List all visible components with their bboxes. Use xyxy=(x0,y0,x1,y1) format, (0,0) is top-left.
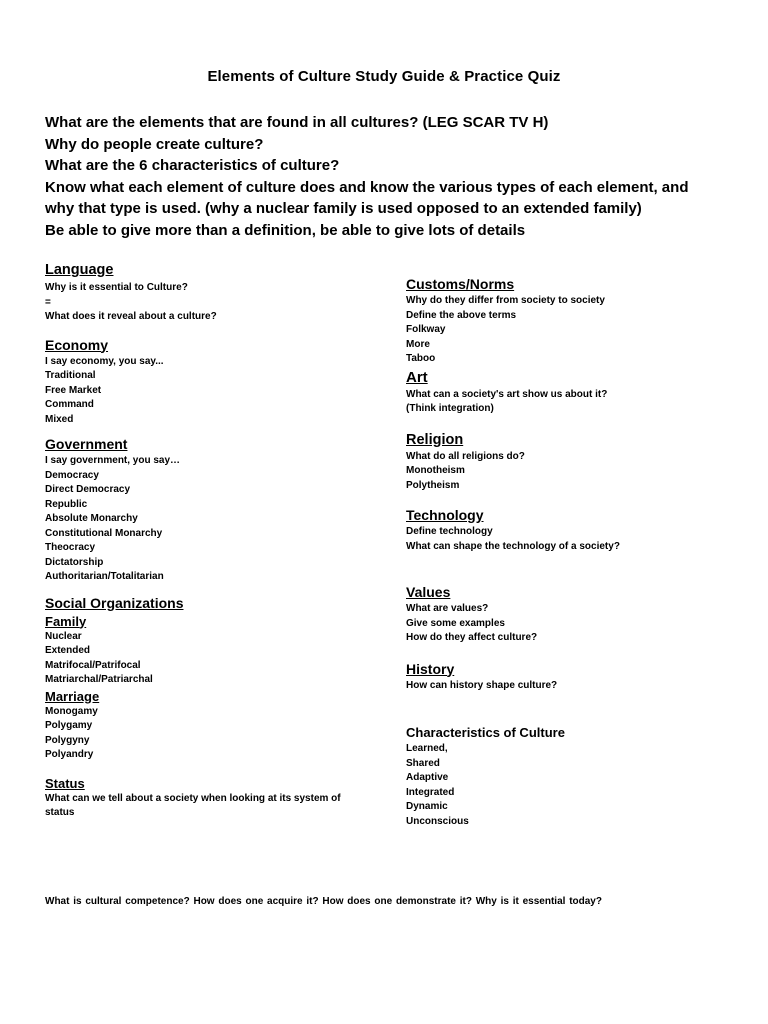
section-line: Shared xyxy=(406,757,440,769)
section-heading: Values xyxy=(406,584,451,600)
footer-question: What is cultural competence? How does one acquire it? How does one demonstrate it? Why is it essential today? xyxy=(45,896,602,907)
intro-line: Know what each element of culture does and know the various types of each element, and xyxy=(45,178,689,196)
section-customs-norms xyxy=(406,276,756,367)
section-religion xyxy=(406,432,756,494)
section-line: Matrifocal/Patrifocal xyxy=(45,659,141,671)
intro-questions xyxy=(45,112,735,241)
section-line: Traditional xyxy=(45,370,96,381)
section-line: Define the above terms xyxy=(406,309,517,321)
section-line: Unconscious xyxy=(406,815,469,827)
left-column xyxy=(45,262,395,821)
section-line: Republic xyxy=(45,498,88,510)
right-column xyxy=(406,276,756,829)
section-line: Polygyny xyxy=(45,734,90,746)
section-line: What can shape the technology of a society? xyxy=(406,540,620,552)
section-line: Absolute Monarchy xyxy=(45,513,138,524)
section-line: (Think integration) xyxy=(406,403,494,414)
section-line: Taboo xyxy=(406,353,436,364)
section-heading: Characteristics of Culture xyxy=(406,725,565,740)
section-social-organizations xyxy=(45,595,395,763)
intro-line: What are the 6 characteristics of culture? xyxy=(45,157,340,174)
section-line: Adaptive xyxy=(406,772,449,783)
intro-line: Why do people create culture? xyxy=(45,135,264,153)
section-heading: Government xyxy=(45,436,128,452)
section-history xyxy=(406,661,756,694)
section-line: Dictatorship xyxy=(45,556,104,568)
section-line: What are values? xyxy=(406,603,489,614)
section-line: How can history shape culture? xyxy=(406,679,558,691)
section-line: Nuclear xyxy=(45,630,82,642)
section-line: More xyxy=(406,338,430,350)
section-line: Authoritarian/Totalitarian xyxy=(45,571,164,582)
section-line: status xyxy=(45,807,75,818)
section-heading: History xyxy=(406,660,455,677)
subsection-heading: Family xyxy=(45,613,87,629)
section-line: What can a society's art show us about it? xyxy=(406,388,608,400)
section-line: Theocracy xyxy=(45,542,96,553)
section-government xyxy=(45,436,395,585)
section-line: Learned, xyxy=(406,743,448,754)
section-line: I say government, you say… xyxy=(45,455,181,466)
section-status xyxy=(45,775,395,821)
intro-line: Be able to give more than a definition, be able to give lots of details xyxy=(45,221,526,239)
section-heading: Social Organizations xyxy=(45,594,184,611)
section-characteristics xyxy=(406,724,756,829)
section-heading: Status xyxy=(45,775,85,791)
intro-line: What are the elements that are found in all cultures? (LEG SCAR TV H) xyxy=(45,114,549,131)
section-heading: Religion xyxy=(406,431,464,448)
section-line: Constitutional Monarchy xyxy=(45,527,163,539)
section-art xyxy=(406,369,756,417)
section-heading: Economy xyxy=(45,336,109,353)
intro-line: why that type is used. (why a nuclear family is used opposed to an extended family) xyxy=(45,200,642,217)
section-line: Why do they differ from society to society xyxy=(406,295,605,306)
section-line: = xyxy=(45,296,51,308)
section-line: Folkway xyxy=(406,324,446,335)
subsection-heading: Marriage xyxy=(45,688,100,704)
section-line: Extended xyxy=(45,645,91,656)
section-line: Direct Democracy xyxy=(45,484,131,495)
section-technology xyxy=(406,507,756,554)
section-line: Give some examples xyxy=(406,617,505,629)
section-line: What does it reveal about a culture? xyxy=(45,311,217,322)
section-line: How do they affect culture? xyxy=(406,632,538,643)
section-line: Mixed xyxy=(45,413,74,425)
section-line: What can we tell about a society when looking at its system of xyxy=(45,792,341,804)
section-line: Define technology xyxy=(406,526,493,537)
section-heading: Customs/Norms xyxy=(406,276,515,292)
section-values xyxy=(406,584,756,646)
section-heading: Language xyxy=(45,262,114,278)
section-economy xyxy=(45,337,395,428)
section-line: Matriarchal/Patriarchal xyxy=(45,674,153,685)
section-line: Polygamy xyxy=(45,720,93,731)
section-line: Command xyxy=(45,399,94,410)
section-line: Polyandry xyxy=(45,749,94,760)
section-line: Dynamic xyxy=(406,801,448,812)
section-line: I say economy, you say... xyxy=(45,355,164,367)
section-line: Why is it essential to Culture? xyxy=(45,282,188,293)
section-line: Monotheism xyxy=(406,465,465,476)
section-heading: Technology xyxy=(406,507,484,523)
section-heading: Art xyxy=(406,368,428,386)
section-line: Monogamy xyxy=(45,705,98,717)
page-title: Elements of Culture Study Guide & Practice Quiz xyxy=(207,68,561,85)
section-line: Polytheism xyxy=(406,479,460,491)
section-line: Democracy xyxy=(45,469,99,481)
section-line: What do all religions do? xyxy=(406,450,525,462)
section-language xyxy=(45,262,395,325)
section-line: Free Market xyxy=(45,384,102,396)
section-line: Integrated xyxy=(406,786,455,798)
